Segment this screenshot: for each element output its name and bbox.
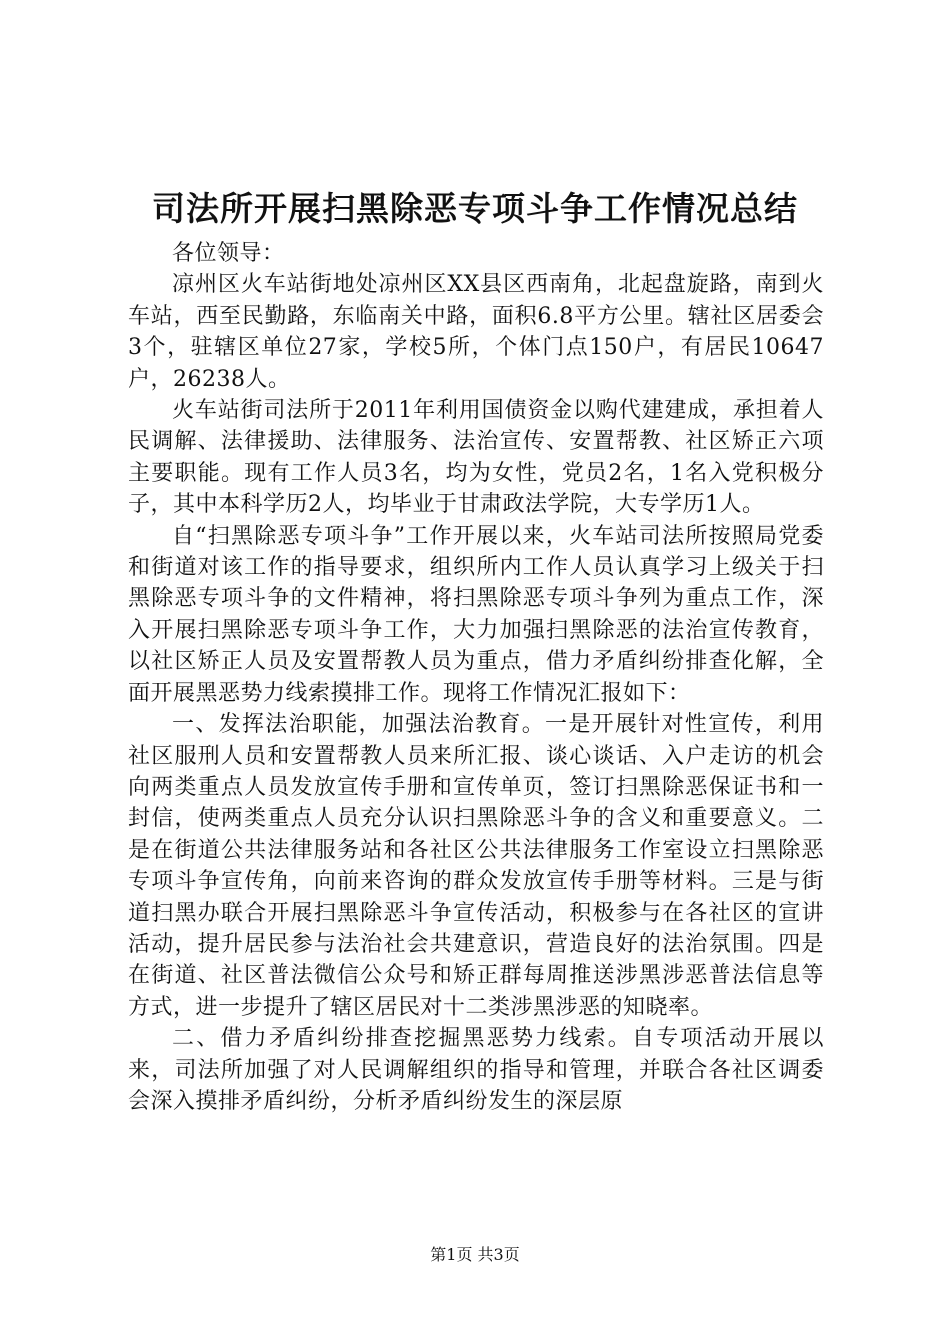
salutation: 各位领导： xyxy=(172,241,285,266)
paragraph-section-two: 二、借力矛盾纠纷排查挖掘黑恶势力线索。自专项活动开展以来，司法所加强了对人民调解组织的指导和管理，并联合各社区调委会深入摸排矛盾纠纷，分析矛盾纠纷发生的深层原 xyxy=(128,1026,824,1114)
document-title: 司法所开展扫黑除恶专项斗争工作情况总结 xyxy=(152,189,798,228)
document-body xyxy=(128,238,824,1117)
paragraph-introduction: 自“扫黑除恶专项斗争”工作开展以来，火车站司法所按照局党委和街道对该工作的指导要求，组织所内工作人员认真学习上级关于扫黑除恶专项斗争的文件精神，将扫黑除恶专项斗争列为重点工作，深入开展扫黑除恶专项斗争工作，大力加强扫黑除恶的法治宣传教育，以社区矫正人员及安置帮教人员为重点，借力矛盾纠纷排查化解，全面开展黑恶势力线索摸排工作。现将工作情况汇报如下： xyxy=(128,523,824,706)
paragraph-office-profile: 火车站街司法所于2011年利用国债资金以购代建建成，承担着人民调解、法律援助、法律服务、法治宣传、安置帮教、社区矫正六项主要职能。现有工作人员3名，均为女性，党员2名，1名入党积极分子，其中本科学历2人，均毕业于甘肃政法学院，大专学历1人。 xyxy=(128,398,824,518)
page-footer: 第1页 共3页 xyxy=(430,1245,520,1264)
paragraph-overview: 凉州区火车站街地处凉州区XX县区西南角，北起盘旋路，南到火车站，西至民勤路，东临南关中路，面积6.8平方公里。辖社区居委会3个，驻辖区单位27家，学校5所，个体门点150户，有居民10647户，26238人。 xyxy=(128,272,824,392)
paragraph-section-one: 一、发挥法治职能，加强法治教育。一是开展针对性宣传，利用社区服刑人员和安置帮教人员来所汇报、谈心谈话、入户走访的机会向两类重点人员发放宣传手册和宣传单页，签订扫黑除恶保证书和一封信，使两类重点人员充分认识扫黑除恶斗争的含义和重要意义。二是在街道公共法律服务站和各社区公共法律服务工作室设立扫黑除恶专项斗争宣传角，向前来咨询的群众发放宣传手册等材料。三是与街道扫黑办联合开展扫黑除恶斗争宣传活动，积极参与在各社区的宣讲活动，提升居民参与法治社会共建意识，营造良好的法治氛围。四是在街道、社区普法微信公众号和矫正群每周推送涉黑涉恶普法信息等方式，进一步提升了辖区居民对十二类涉黑涉恶的知晓率。 xyxy=(128,712,824,1020)
